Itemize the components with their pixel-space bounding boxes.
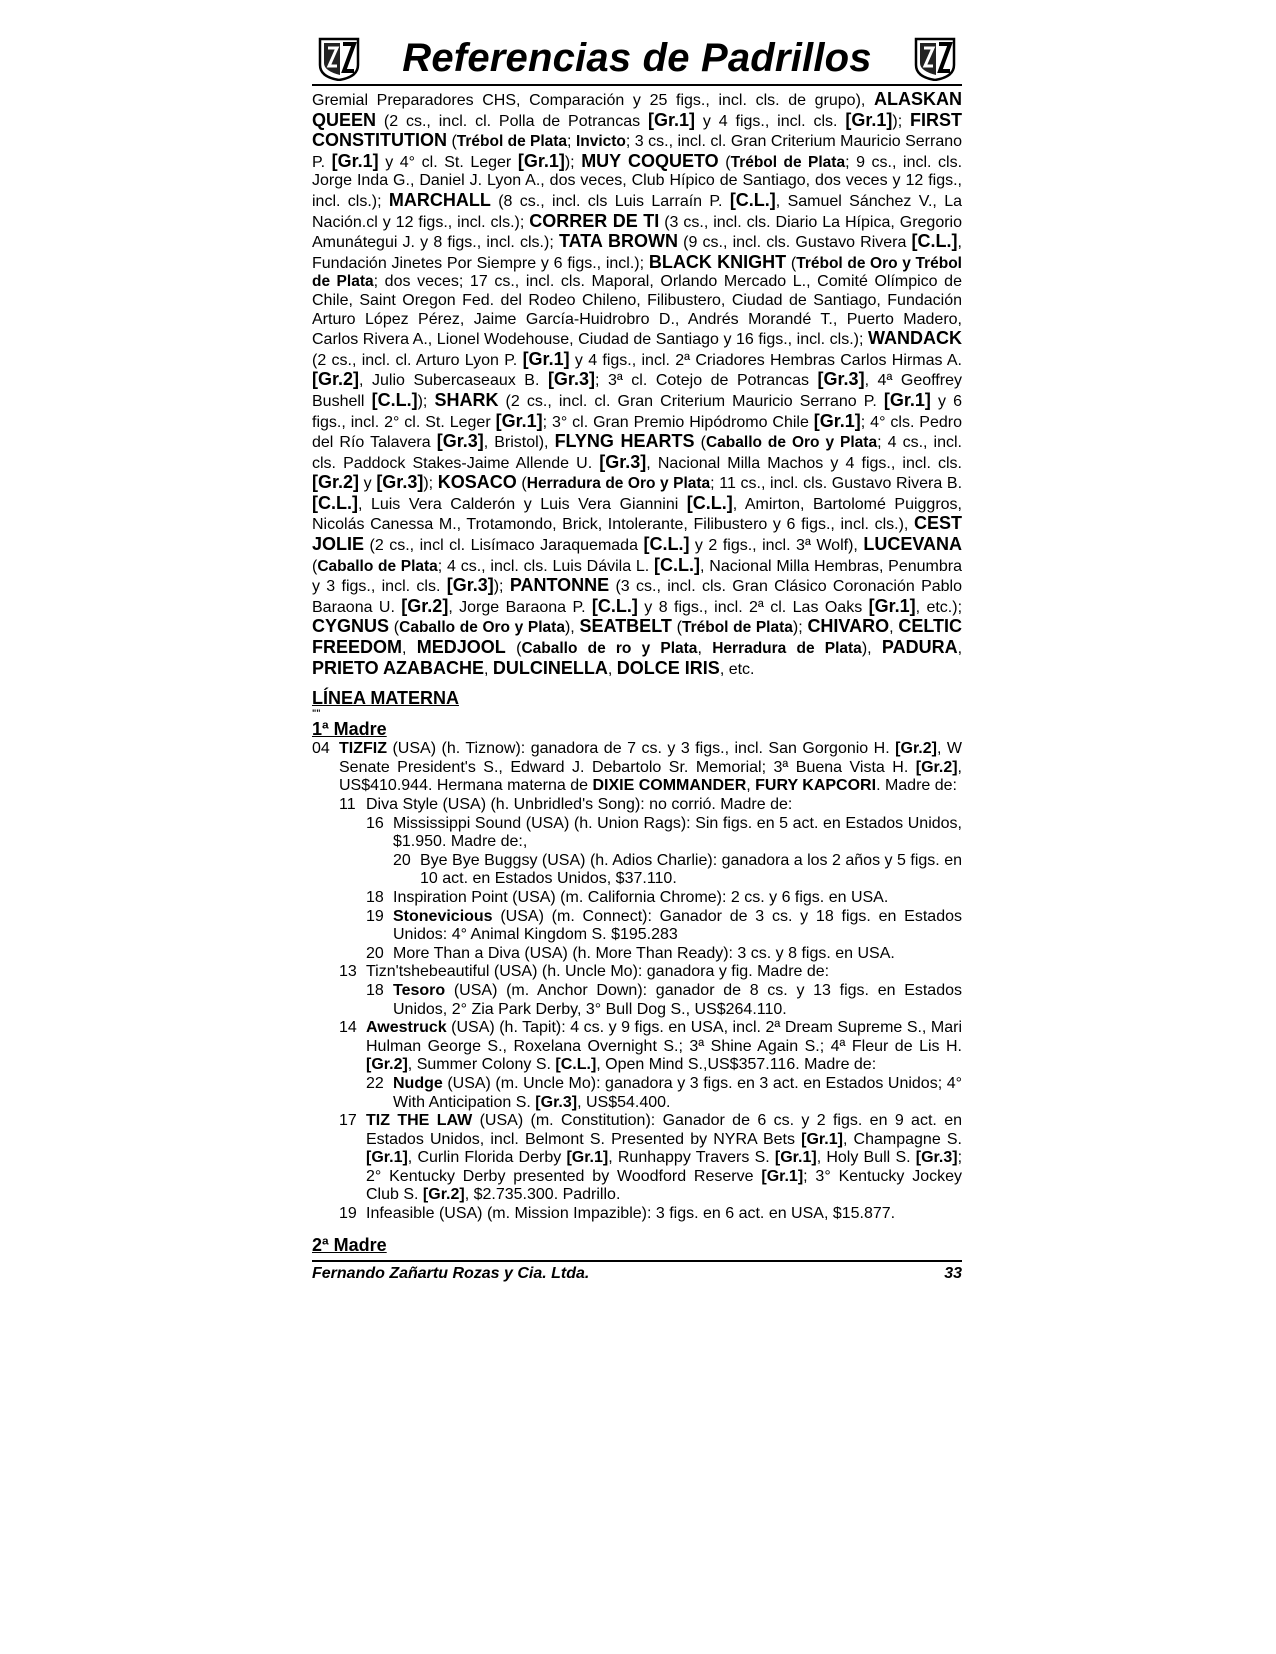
text-run: , US$410.944. Hermana materna de — [339, 758, 962, 795]
bold-name: [C.L.] — [591, 595, 638, 616]
text-run: , Julio Subercaseaux B. — [359, 372, 548, 390]
text-run: , Nacional Milla Machos y 4 figs., incl. cls. — [646, 454, 963, 472]
bold-name: [Gr.3] — [547, 369, 595, 390]
entry-year: 18 — [366, 981, 384, 999]
page-number: 33 — [944, 1264, 962, 1282]
bold-name: [Gr.1] — [495, 410, 543, 431]
page-footer — [312, 1260, 962, 1283]
text-run: , — [607, 660, 617, 678]
text-run: . — [615, 1186, 621, 1204]
text-run: , Amirton, Bartolomé Puiggros, Nicolás Canessa M., Trotamondo, Brick, Intolerante, Filibustero y 6 figs., incl. cls.), — [312, 495, 963, 534]
text-run: ; 3ª cl. Cotejo de Potrancas — [594, 372, 818, 390]
bold-name: Nudge — [393, 1074, 443, 1092]
section-heading-primera-madre: 1ª Madre — [312, 719, 387, 740]
pedigree-entry — [312, 1075, 962, 1112]
pedigree-entry — [312, 945, 962, 964]
text-run: Inspiration Point (USA) (m. California Chrome): 2 cs. y 6 figs. en USA. — [393, 888, 889, 906]
text-run: (2 cs., incl. cl. Polla de Potrancas — [376, 112, 648, 130]
entry-text — [393, 945, 895, 962]
bold-name: [Gr.1] — [774, 1149, 817, 1167]
text-run: Infeasible (USA) (m. Mission Impazible): 3 figs. en 6 act. en USA, $15.877. — [366, 1205, 896, 1223]
text-run: (3 cs., incl. cls. Diario La Hípica, Gregorio Amunátegui J. y 8 figs., incl. cls.); — [312, 213, 962, 252]
text-run: ; 4° cls. Pedro del Río Talavera — [312, 413, 963, 452]
bold-name: [C.L.] — [654, 554, 701, 575]
bold-name: [Gr.1] — [366, 1149, 408, 1167]
pedigree-entry — [312, 796, 962, 815]
text-run: y 8 figs., incl. 2ª cl. Las Oaks — [637, 598, 869, 616]
bold-award: Herradura de Plata — [712, 640, 862, 658]
text-run: ; dos veces; 17 cs., incl. cls. Maporal, Orlando Mercado L., Comité Olímpico de Chile, Saint Oregon Fed. del Rodeo Chileno, Filibustero, Ciudad de Santiago, Fundación Arturo López Pérez, Jaime García-Huidrobro D., Andrés Morandé T., Puerto Madero, Carlos Rivera A., Lionel Wodehouse, Ciudad de Santiago y 16 figs., incl. cls.); — [312, 273, 962, 349]
text-run: y — [359, 475, 377, 493]
text-run: (USA) (h. Tapit): 4 cs. y 9 figs. en USA, incl. 2ª Dream Supreme S., Mari Hulman George S., Roxelana Overnight S.; 3ª Shine Again S.; 4ª Fleur de Lis H. — [366, 1019, 962, 1055]
entry-year: 22 — [366, 1074, 384, 1092]
text-run: y 6 figs., incl. 2° cl. St. Leger — [312, 392, 963, 431]
pedigree-entry — [312, 908, 962, 945]
text-run: ( — [671, 619, 682, 637]
entry-text — [393, 889, 888, 906]
entry-text — [420, 852, 962, 888]
bold-name: KOSACO — [437, 472, 517, 493]
text-run: , — [889, 619, 899, 637]
text-run: , Samuel Sánchez V., La Nación.cl y 12 figs., incl. cls.); — [312, 192, 962, 231]
bold-name: [Gr.1] — [868, 595, 916, 616]
text-run: , Curlin Florida Derby — [407, 1149, 567, 1167]
bold-name: CORRER DE TI — [529, 210, 660, 231]
text-run: (9 cs., incl. cls. Gustavo Rivera — [677, 234, 912, 252]
text-run: y 4 figs., incl. 2ª Criadores Hembras Carlos Hirmas A. — [569, 351, 963, 369]
intro-paragraph — [312, 90, 962, 679]
text-run: . — [553, 1186, 563, 1204]
text-run: , Champagne S. — [842, 1130, 962, 1148]
text-run: ; 4 cs., incl. cls. Luis Dávila L. — [437, 557, 655, 575]
bold-award: Trébol de Plata — [730, 153, 846, 171]
bold-name: [Gr.2] — [915, 758, 958, 776]
bold-name: [C.L.] — [371, 389, 418, 410]
page-title: Referencias de Padrillos — [402, 36, 872, 80]
bold-name: SHARK — [434, 389, 499, 410]
bold-name: [C.L.] — [911, 231, 958, 252]
text-run: ( — [312, 557, 318, 575]
bold-name: [Gr.1] — [647, 109, 695, 130]
bold-name: [Gr.3] — [446, 575, 494, 596]
entry-year: 17 — [339, 1112, 357, 1130]
bold-award: Herradura de Oro y Plata — [526, 475, 711, 493]
entry-text — [366, 1019, 962, 1073]
bold-award: Caballo de ro y Plata — [521, 640, 698, 658]
bold-name: FURY KAPCORI — [755, 777, 877, 795]
text-run: , Nacional Milla Hembras, Penumbra y 3 figs., incl. cls. — [312, 557, 963, 596]
bold-name: PANTONNE — [509, 575, 610, 596]
text-run: (2 cs., incl cl. Lisímaco Jaraquemada — [364, 537, 644, 555]
bold-name: [Gr.1] — [761, 1167, 804, 1185]
bold-name: ALASKAN QUEEN — [312, 89, 962, 130]
text-run: , — [697, 640, 713, 658]
text-run: , — [484, 660, 493, 678]
entry-text — [339, 740, 962, 794]
text-run: (USA) (h. Tiznow): ganadora de 7 cs. y 3 figs., incl. San Gorgonio H. — [386, 740, 896, 758]
bold-name: [Gr.2] — [312, 369, 360, 390]
text-run: (USA) (m. Connect): Ganador de 3 cs. y 18 figs. en Estados Unidos: 4° Animal Kingdom S. $195.283 — [393, 907, 962, 944]
bold-name: Stonevicious — [393, 907, 493, 925]
entry-text — [393, 908, 962, 944]
entry-year: 19 — [366, 907, 384, 925]
text-run: ); — [493, 578, 510, 596]
bold-name: [Gr.3] — [535, 1093, 578, 1111]
bold-award: $2.735.300 — [473, 1186, 554, 1204]
bold-name: PRIETO AZABACHE — [312, 657, 485, 678]
entry-year: 16 — [366, 814, 384, 832]
bold-award: Caballo de Oro y Plata — [705, 434, 878, 452]
pedigree-entry — [312, 1205, 962, 1224]
text-run: ), — [861, 640, 882, 658]
bold-name: FIRST CONSTITUTION — [312, 109, 963, 151]
bold-name: WANDACK — [868, 328, 962, 349]
bold-name: [Gr.3] — [436, 431, 484, 452]
bold-name: [Gr.1] — [883, 389, 931, 410]
bold-name: CYGNUS — [312, 616, 390, 637]
text-run: , Runhappy Travers S. — [608, 1149, 775, 1167]
text-run: ; 3° cl. Gran Premio Hipódromo Chile — [542, 413, 814, 431]
bold-name: [Gr.1] — [331, 150, 379, 171]
pedigree-entry — [312, 815, 962, 852]
text-run: ; 11 cs., incl. cls. Gustavo Rivera B. — [710, 475, 963, 493]
text-run: ; 9 cs., incl. cls. Jorge Inda G., Daniel J. Lyon A., dos veces, Club Hípico de Santiago, dos veces y 12 figs., incl. cls.); — [312, 153, 963, 210]
text-run: ( — [447, 133, 457, 151]
text-run: , — [464, 1186, 474, 1204]
bold-name: [Gr.2] — [312, 472, 360, 493]
bold-name: [Gr.1] — [801, 1130, 843, 1148]
text-run: ); — [417, 392, 435, 410]
text-run: . Madre de: — [876, 777, 957, 795]
bold-name: Tesoro — [393, 981, 446, 999]
bold-name: [Gr.2] — [422, 1186, 465, 1204]
entry-text — [393, 1075, 962, 1111]
bold-award: Trébol de Plata — [456, 133, 568, 151]
bold-name: [C.L.] — [686, 492, 733, 513]
entry-year: 20 — [366, 944, 384, 962]
text-run: (USA) (m. Constitution): Ganador de 6 cs. y 2 figs. en 9 act. en Estados Unidos, incl. Belmont S. Presented by NYRA Bets — [366, 1112, 962, 1148]
bold-name: CEST JOLIE — [312, 513, 962, 555]
bold-name: [Gr.1] — [813, 410, 861, 431]
bold-name: [Gr.2] — [895, 740, 937, 758]
bold-name: MUY COQUETO — [581, 150, 719, 171]
entry-year: 04 — [312, 740, 330, 758]
bold-name: [Gr.3] — [599, 451, 647, 472]
bold-name: MEDJOOL — [416, 637, 506, 658]
entry-year: 18 — [366, 888, 384, 906]
bold-name: PADURA — [881, 637, 958, 658]
bold-name: CELTIC FREEDOM — [312, 616, 962, 658]
bold-award: Caballo de Oro y Plata — [399, 619, 565, 637]
text-run: (3 cs., incl. cls. Gran Clásico Coronación Pablo Baraona U. — [312, 578, 962, 616]
bold-name: [Gr.1] — [517, 150, 565, 171]
text-run: , etc.); — [915, 598, 963, 616]
footer-company: Fernando Zañartu Rozas y Cia. Ltda. — [312, 1264, 590, 1282]
bold-name: [C.L.] — [555, 1056, 597, 1074]
bold-award: Trébol de Oro y Trébol de Plata — [312, 254, 962, 291]
bold-name: [C.L.] — [729, 189, 776, 210]
bold-name: [Gr.3] — [915, 1149, 958, 1167]
section-heading-linea-materna: LÍNEA MATERNA — [312, 688, 459, 709]
bold-name: [Gr.1] — [522, 348, 570, 369]
bold-name: TATA BROWN — [558, 231, 678, 252]
bold-name: DIXIE COMMANDER — [592, 777, 747, 795]
bold-name: FLYNG HEARTS — [554, 431, 695, 452]
text-run: Mississippi Sound (USA) (h. Union Rags): Sin figs. en 5 act. en Estados Unidos, $1.950. Madre de:, — [393, 814, 962, 851]
entry-text — [393, 815, 962, 851]
text-run: , Open Mind S.,US$357.116. Madre de: — [596, 1056, 877, 1074]
bold-name: BLACK KNIGHT — [648, 251, 787, 272]
bold-name: TIZ THE LAW — [366, 1112, 473, 1130]
bold-name: DULCINELLA — [492, 657, 608, 678]
zr-logo-icon — [912, 35, 958, 81]
entry-text — [366, 1205, 895, 1222]
text-run: ), — [564, 619, 580, 637]
bold-award: Caballo de Plata — [317, 557, 438, 575]
bold-name: [Gr.3] — [376, 472, 424, 493]
text-run: ; 3 cs., incl. cl. Gran Criterium Mauricio Serrano P. — [312, 133, 963, 171]
text-run: ); — [792, 619, 808, 637]
pedigree-entry — [312, 889, 962, 908]
page-header — [312, 32, 962, 86]
entry-year: 20 — [393, 851, 411, 869]
text-run: , Bristol), — [483, 434, 555, 452]
text-run: ( — [718, 153, 731, 171]
text-run: More Than a Diva (USA) (h. More Than Ready): 3 cs. y 8 figs. en USA. — [393, 944, 895, 962]
bold-name: MARCHALL — [388, 189, 491, 210]
pedigree-list — [312, 740, 962, 1223]
bold-name: SEATBELT — [579, 616, 672, 637]
text-run: ; — [567, 133, 576, 151]
text-run: , etc. — [719, 660, 755, 678]
text-run: Bye Bye Buggsy (USA) (h. Adios Charlie): ganadora a los 2 años y 5 figs. en 10 act. en Estados Unidos, $37.110. — [420, 851, 962, 888]
entry-text — [393, 982, 962, 1018]
bold-award: Padrillo — [562, 1186, 616, 1204]
text-run: , W Senate President's S., Edward J. Debartolo Sr. Memorial; 3ª Buena Vista H. — [339, 740, 962, 776]
bold-name: [C.L.] — [643, 534, 690, 555]
bold-name: [Gr.1] — [566, 1149, 609, 1167]
text-run: , Summer Colony S. — [407, 1056, 556, 1074]
section-heading-segunda-madre: 2ª Madre — [312, 1234, 387, 1255]
text-run: y 4 figs., incl. cls. — [694, 112, 846, 130]
text-run: , US$54.400. — [577, 1093, 671, 1111]
text-run: ); — [892, 112, 911, 130]
entry-year: 14 — [339, 1019, 357, 1037]
text-run: ( — [505, 640, 522, 658]
text-run: Tizn'tshebeautiful (USA) (h. Uncle Mo): ganadora y fig. Madre de: — [366, 963, 830, 981]
text-run: , — [746, 777, 756, 795]
text-run: ; 4 cs., incl. cls. Paddock Stakes-Jaime Allende U. — [312, 434, 963, 472]
text-run: ); — [564, 153, 582, 171]
pedigree-entry — [312, 740, 962, 796]
bold-name: TIZFIZ — [339, 740, 387, 758]
entry-year: 11 — [339, 796, 356, 813]
text-run: ( — [516, 475, 527, 493]
pedigree-entry — [312, 1019, 962, 1075]
text-run: (USA) (m. Uncle Mo): ganadora y 3 figs. en 3 act. en Estados Unidos; 4° With Anticipation S. — [393, 1074, 962, 1111]
text-run: y 4° cl. St. Leger — [378, 153, 518, 171]
text-run: Diva Style (USA) (h. Unbridled's Song): no corrió. Madre de: — [366, 796, 793, 813]
pedigree-entry — [312, 852, 962, 889]
bold-award: Invicto — [575, 133, 626, 151]
text-run: , Luis Vera Calderón y Luis Vera Giannini — [357, 495, 687, 513]
text-run: ( — [694, 434, 706, 452]
section-mark: "" — [312, 708, 321, 719]
bold-name: [C.L.] — [312, 492, 358, 513]
bold-award: Trébol de Plata — [681, 619, 793, 637]
text-run: ( — [786, 254, 797, 272]
text-run: y 2 figs., incl. 3ª Wolf), — [689, 537, 864, 555]
entry-year: 19 — [339, 1205, 357, 1223]
text-run: , Jorge Baraona P. — [448, 598, 592, 616]
text-run: ( — [389, 619, 400, 637]
entry-text — [366, 963, 829, 980]
bold-name: [Gr.3] — [817, 369, 865, 390]
text-run: ); — [423, 475, 438, 493]
text-run: (2 cs., incl. cl. Gran Criterium Mauricio Serrano P. — [498, 392, 884, 410]
text-run: Gremial Preparadores CHS, Comparación y 25 figs., incl. cls. de grupo), — [312, 92, 874, 109]
text-run: (8 cs., incl. cls Luis Larraín P. — [490, 192, 730, 210]
text-run: , Holy Bull S. — [816, 1149, 916, 1167]
text-run: (USA) (m. Anchor Down): ganador de 8 cs. y 13 figs. en Estados Unidos, 2° Zia Park Derby, 3° Bull Dog S., US$264.110. — [393, 981, 962, 1018]
pedigree-entry — [312, 982, 962, 1019]
bold-name: DOLCE IRIS — [616, 657, 720, 678]
document-page — [312, 32, 962, 1283]
text-run: , Fundación Jinetes Por Siempre y 6 figs., incl.); — [312, 234, 962, 272]
text-run: , — [957, 640, 963, 658]
pedigree-entry — [312, 963, 962, 982]
text-run: , 4ª Geoffrey Bushell — [312, 372, 962, 410]
entry-text — [366, 796, 792, 813]
bold-name: [Gr.2] — [366, 1056, 408, 1074]
text-run: , — [402, 640, 417, 658]
entry-text — [366, 1112, 962, 1203]
bold-name: [Gr.2] — [401, 595, 449, 616]
entry-year: 13 — [339, 963, 357, 981]
bold-name: [Gr.1] — [845, 109, 893, 130]
text-run: ; 3° Kentucky Jockey Club S. — [366, 1167, 963, 1204]
bold-name: CHIVARO — [807, 616, 890, 637]
pedigree-entry — [312, 1112, 962, 1205]
bold-name: Awestruck — [366, 1019, 447, 1037]
bold-name: LUCEVANA — [863, 534, 962, 555]
text-run: (2 cs., incl. cl. Arturo Lyon P. — [312, 351, 523, 369]
text-run: ; 2° Kentucky Derby presented by Woodford Reserve — [366, 1149, 963, 1185]
